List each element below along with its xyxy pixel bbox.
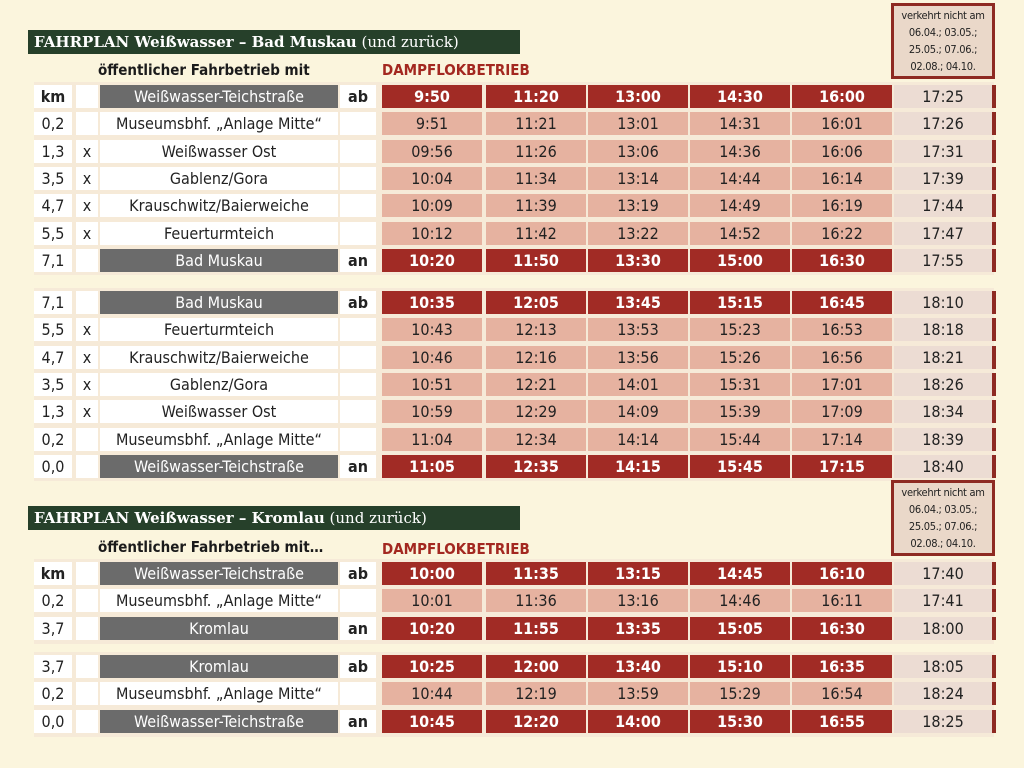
departure-time-cell: 14:46: [690, 589, 790, 612]
departure-time-cell: 10:20: [382, 617, 482, 640]
special-column-border: [992, 455, 996, 478]
request-stop-marker: [76, 589, 98, 612]
departure-time-cell: 16:22: [792, 222, 892, 245]
timetable-1-title: [28, 30, 520, 54]
timetable-row: [34, 589, 994, 612]
station-name: Krauschwitz/Baierweiche: [100, 346, 338, 369]
special-departure-time-cell: 18:05: [894, 655, 992, 678]
departure-time-cell: 15:15: [690, 291, 790, 314]
request-stop-marker: x: [76, 167, 98, 190]
special-column-border: [992, 655, 996, 678]
arrival-departure-marker: [340, 318, 376, 341]
departure-time-cell: 13:19: [588, 194, 688, 217]
request-stop-marker: x: [76, 194, 98, 217]
station-name: Krauschwitz/Baierweiche: [100, 194, 338, 217]
departure-time-cell: 14:45: [690, 562, 790, 585]
timetable-2-title-bold: FAHRPLAN Weißwasser – Kromlau: [34, 509, 325, 527]
station-name: Bad Muskau: [100, 249, 338, 272]
departure-time-cell: 10:25: [382, 655, 482, 678]
special-column-border: [992, 373, 996, 396]
notice-line: 25.05.; 07.06.;: [908, 43, 978, 56]
special-departure-time-cell: 17:40: [894, 562, 992, 585]
departure-time-cell: 14:31: [690, 112, 790, 135]
special-departure-time-cell: 18:18: [894, 318, 992, 341]
km-cell: 3,5: [34, 167, 72, 190]
notice-line: 02.08.; 04.10.: [910, 537, 976, 550]
timetable-1-outbound: [34, 82, 994, 275]
request-stop-marker: [76, 710, 98, 733]
departure-time-cell: 9:50: [382, 85, 482, 108]
departure-time-cell: 10:45: [382, 710, 482, 733]
departure-time-cell: 12:21: [486, 373, 586, 396]
km-cell: 0,2: [34, 428, 72, 451]
departure-time-cell: 12:13: [486, 318, 586, 341]
km-cell: 4,7: [34, 194, 72, 217]
departure-time-cell: 13:14: [588, 167, 688, 190]
departure-time-cell: 12:34: [486, 428, 586, 451]
request-stop-marker: [76, 291, 98, 314]
timetable-2-title-rest: (und zurück): [324, 509, 427, 527]
departure-time-cell: 13:30: [588, 249, 688, 272]
departure-time-cell: 12:35: [486, 455, 586, 478]
timetable-row: [34, 112, 994, 135]
special-departure-time-cell: 18:24: [894, 682, 992, 705]
departure-time-cell: 12:19: [486, 682, 586, 705]
departure-time-cell: 15:05: [690, 617, 790, 640]
station-name: Gablenz/Gora: [100, 167, 338, 190]
departure-time-cell: 12:29: [486, 400, 586, 423]
special-column-border: [992, 346, 996, 369]
station-name: Weißwasser-Teichstraße: [100, 562, 338, 585]
departure-time-cell: 15:00: [690, 249, 790, 272]
departure-time-cell: 13:15: [588, 562, 688, 585]
arrival-departure-marker: [340, 589, 376, 612]
special-departure-time-cell: 18:40: [894, 455, 992, 478]
departure-time-cell: 11:42: [486, 222, 586, 245]
special-column-border: [992, 400, 996, 423]
departure-time-cell: 11:35: [486, 562, 586, 585]
arrival-departure-marker: [340, 373, 376, 396]
timetable-row: [34, 428, 994, 451]
departure-time-cell: 10:43: [382, 318, 482, 341]
departure-time-cell: 11:20: [486, 85, 586, 108]
departure-time-cell: 13:35: [588, 617, 688, 640]
timetable-row: [34, 194, 994, 217]
special-departure-time-cell: 18:26: [894, 373, 992, 396]
notice-line: 25.05.; 07.06.;: [908, 520, 978, 533]
request-stop-marker: [76, 655, 98, 678]
km-cell: km: [34, 85, 72, 108]
arrival-departure-marker: an: [340, 617, 376, 640]
special-departure-time-cell: 18:39: [894, 428, 992, 451]
departure-time-cell: 16:14: [792, 167, 892, 190]
timetable-2-return: [34, 652, 994, 737]
departure-time-cell: 14:30: [690, 85, 790, 108]
special-column-border: [992, 589, 996, 612]
timetable-1-title-rest: (und zurück): [356, 33, 459, 51]
departure-time-cell: 10:04: [382, 167, 482, 190]
timetable-1-exception-notice: [891, 3, 995, 79]
station-name: Bad Muskau: [100, 291, 338, 314]
departure-time-cell: 13:59: [588, 682, 688, 705]
departure-time-cell: 11:21: [486, 112, 586, 135]
timetable-row: [34, 140, 994, 163]
station-name: Weißwasser-Teichstraße: [100, 710, 338, 733]
departure-time-cell: 16:54: [792, 682, 892, 705]
departure-time-cell: 11:50: [486, 249, 586, 272]
station-name: Weißwasser-Teichstraße: [100, 85, 338, 108]
station-name: Weißwasser Ost: [100, 400, 338, 423]
special-departure-time-cell: 17:31: [894, 140, 992, 163]
km-cell: 7,1: [34, 291, 72, 314]
special-column-border: [992, 710, 996, 733]
request-stop-marker: [76, 112, 98, 135]
timetable-2-exception-notice: [891, 480, 995, 556]
arrival-departure-marker: [340, 140, 376, 163]
km-cell: 0,2: [34, 112, 72, 135]
special-departure-time-cell: 18:00: [894, 617, 992, 640]
arrival-departure-marker: [340, 428, 376, 451]
station-name: Gablenz/Gora: [100, 373, 338, 396]
arrival-departure-marker: [340, 346, 376, 369]
timetable-row: [34, 655, 994, 678]
km-cell: 3,7: [34, 655, 72, 678]
km-cell: 7,1: [34, 249, 72, 272]
request-stop-marker: x: [76, 400, 98, 423]
km-cell: 0,2: [34, 682, 72, 705]
station-name: Museumsbhf. „Anlage Mitte“: [100, 112, 338, 135]
timetable-row: [34, 346, 994, 369]
km-cell: km: [34, 562, 72, 585]
special-column-border: [992, 249, 996, 272]
km-cell: 0,0: [34, 455, 72, 478]
departure-time-cell: 16:01: [792, 112, 892, 135]
km-cell: 4,7: [34, 346, 72, 369]
departure-time-cell: 10:44: [382, 682, 482, 705]
request-stop-marker: x: [76, 140, 98, 163]
km-cell: 0,2: [34, 589, 72, 612]
timetable-1-subtitle: öffentlicher Fahrbetrieb mit: [98, 61, 310, 79]
timetable-1-title-bold: FAHRPLAN Weißwasser – Bad Muskau: [34, 33, 357, 51]
special-departure-time-cell: 17:47: [894, 222, 992, 245]
special-column-border: [992, 140, 996, 163]
departure-time-cell: 10:46: [382, 346, 482, 369]
timetable-2-outbound: [34, 559, 994, 644]
departure-time-cell: 14:01: [588, 373, 688, 396]
departure-time-cell: 11:36: [486, 589, 586, 612]
departure-time-cell: 17:15: [792, 455, 892, 478]
departure-time-cell: 10:01: [382, 589, 482, 612]
departure-time-cell: 17:09: [792, 400, 892, 423]
timetable-row: [34, 318, 994, 341]
timetable-row: [34, 167, 994, 190]
station-name: Museumsbhf. „Anlage Mitte“: [100, 589, 338, 612]
timetable-2-title: [28, 506, 520, 530]
departure-time-cell: 15:39: [690, 400, 790, 423]
timetable-row: [34, 85, 994, 108]
special-column-border: [992, 222, 996, 245]
departure-time-cell: 16:06: [792, 140, 892, 163]
timetable-row: [34, 710, 994, 733]
km-cell: 0,0: [34, 710, 72, 733]
departure-time-cell: 17:01: [792, 373, 892, 396]
departure-time-cell: 16:11: [792, 589, 892, 612]
departure-time-cell: 13:16: [588, 589, 688, 612]
special-departure-time-cell: 18:25: [894, 710, 992, 733]
timetable-2-subtitle: öffentlicher Fahrbetrieb mit…: [98, 538, 324, 556]
special-departure-time-cell: 18:34: [894, 400, 992, 423]
km-cell: 1,3: [34, 400, 72, 423]
request-stop-marker: x: [76, 222, 98, 245]
departure-time-cell: 14:00: [588, 710, 688, 733]
special-column-border: [992, 428, 996, 451]
arrival-departure-marker: [340, 167, 376, 190]
departure-time-cell: 16:30: [792, 249, 892, 272]
departure-time-cell: 15:29: [690, 682, 790, 705]
departure-time-cell: 10:51: [382, 373, 482, 396]
departure-time-cell: 16:35: [792, 655, 892, 678]
departure-time-cell: 14:49: [690, 194, 790, 217]
special-column-border: [992, 617, 996, 640]
departure-time-cell: 14:52: [690, 222, 790, 245]
request-stop-marker: x: [76, 318, 98, 341]
departure-time-cell: 16:00: [792, 85, 892, 108]
special-column-border: [992, 682, 996, 705]
departure-time-cell: 14:44: [690, 167, 790, 190]
request-stop-marker: [76, 455, 98, 478]
special-departure-time-cell: 17:44: [894, 194, 992, 217]
departure-time-cell: 13:00: [588, 85, 688, 108]
departure-time-cell: 10:00: [382, 562, 482, 585]
departure-time-cell: 11:05: [382, 455, 482, 478]
departure-time-cell: 10:09: [382, 194, 482, 217]
station-name: Museumsbhf. „Anlage Mitte“: [100, 682, 338, 705]
station-name: Weißwasser Ost: [100, 140, 338, 163]
departure-time-cell: 15:23: [690, 318, 790, 341]
request-stop-marker: [76, 428, 98, 451]
departure-time-cell: 13:40: [588, 655, 688, 678]
departure-time-cell: 10:20: [382, 249, 482, 272]
departure-time-cell: 13:22: [588, 222, 688, 245]
departure-time-cell: 11:26: [486, 140, 586, 163]
km-cell: 5,5: [34, 318, 72, 341]
request-stop-marker: [76, 682, 98, 705]
timetable-row: [34, 455, 994, 478]
departure-time-cell: 14:15: [588, 455, 688, 478]
special-departure-time-cell: 17:55: [894, 249, 992, 272]
timetable-row: [34, 373, 994, 396]
special-column-border: [992, 318, 996, 341]
timetable-row: [34, 249, 994, 272]
arrival-departure-marker: [340, 682, 376, 705]
departure-time-cell: 17:14: [792, 428, 892, 451]
departure-time-cell: 9:51: [382, 112, 482, 135]
special-column-border: [992, 291, 996, 314]
departure-time-cell: 13:06: [588, 140, 688, 163]
departure-time-cell: 10:59: [382, 400, 482, 423]
departure-time-cell: 13:01: [588, 112, 688, 135]
departure-time-cell: 16:53: [792, 318, 892, 341]
notice-line: 06.04.; 03.05.;: [908, 26, 978, 39]
departure-time-cell: 16:55: [792, 710, 892, 733]
departure-time-cell: 11:55: [486, 617, 586, 640]
arrival-departure-marker: [340, 112, 376, 135]
timetable-row: [34, 617, 994, 640]
timetable-row: [34, 291, 994, 314]
station-name: Weißwasser-Teichstraße: [100, 455, 338, 478]
departure-time-cell: 12:00: [486, 655, 586, 678]
station-name: Feuerturmteich: [100, 222, 338, 245]
notice-line: verkehrt nicht am: [901, 9, 985, 22]
departure-time-cell: 15:44: [690, 428, 790, 451]
km-cell: 3,5: [34, 373, 72, 396]
departure-time-cell: 15:31: [690, 373, 790, 396]
notice-line: 06.04.; 03.05.;: [908, 503, 978, 516]
arrival-departure-marker: [340, 194, 376, 217]
special-column-border: [992, 112, 996, 135]
request-stop-marker: [76, 85, 98, 108]
special-column-border: [992, 562, 996, 585]
departure-time-cell: 10:35: [382, 291, 482, 314]
special-departure-time-cell: 18:21: [894, 346, 992, 369]
departure-time-cell: 16:10: [792, 562, 892, 585]
departure-time-cell: 16:56: [792, 346, 892, 369]
km-cell: 5,5: [34, 222, 72, 245]
arrival-departure-marker: ab: [340, 562, 376, 585]
departure-time-cell: 09:56: [382, 140, 482, 163]
departure-time-cell: 14:14: [588, 428, 688, 451]
departure-time-cell: 16:19: [792, 194, 892, 217]
special-departure-time-cell: 18:10: [894, 291, 992, 314]
departure-time-cell: 14:36: [690, 140, 790, 163]
departure-time-cell: 13:53: [588, 318, 688, 341]
departure-time-cell: 16:45: [792, 291, 892, 314]
special-departure-time-cell: 17:25: [894, 85, 992, 108]
station-name: Kromlau: [100, 617, 338, 640]
departure-time-cell: 11:04: [382, 428, 482, 451]
timetable-2-steam-label: DAMPFLOKBETRIEB: [382, 540, 530, 558]
timetable-1-steam-label: DAMPFLOKBETRIEB: [382, 61, 530, 79]
departure-time-cell: 10:12: [382, 222, 482, 245]
arrival-departure-marker: an: [340, 249, 376, 272]
arrival-departure-marker: ab: [340, 655, 376, 678]
station-name: Museumsbhf. „Anlage Mitte“: [100, 428, 338, 451]
notice-line: verkehrt nicht am: [901, 486, 985, 499]
special-column-border: [992, 167, 996, 190]
km-cell: 1,3: [34, 140, 72, 163]
notice-line: 02.08.; 04.10.: [910, 60, 976, 73]
km-cell: 3,7: [34, 617, 72, 640]
timetable-row: [34, 682, 994, 705]
departure-time-cell: 13:45: [588, 291, 688, 314]
departure-time-cell: 13:56: [588, 346, 688, 369]
request-stop-marker: [76, 617, 98, 640]
timetable-row: [34, 222, 994, 245]
timetable-row: [34, 562, 994, 585]
arrival-departure-marker: ab: [340, 291, 376, 314]
timetable-1-return: [34, 288, 994, 481]
arrival-departure-marker: [340, 400, 376, 423]
departure-time-cell: 12:05: [486, 291, 586, 314]
arrival-departure-marker: [340, 222, 376, 245]
departure-time-cell: 11:39: [486, 194, 586, 217]
timetable-row: [34, 400, 994, 423]
arrival-departure-marker: ab: [340, 85, 376, 108]
departure-time-cell: 15:26: [690, 346, 790, 369]
departure-time-cell: 15:45: [690, 455, 790, 478]
request-stop-marker: x: [76, 373, 98, 396]
request-stop-marker: x: [76, 346, 98, 369]
special-departure-time-cell: 17:26: [894, 112, 992, 135]
departure-time-cell: 16:30: [792, 617, 892, 640]
special-departure-time-cell: 17:39: [894, 167, 992, 190]
departure-time-cell: 15:30: [690, 710, 790, 733]
special-column-border: [992, 85, 996, 108]
station-name: Feuerturmteich: [100, 318, 338, 341]
arrival-departure-marker: an: [340, 710, 376, 733]
special-column-border: [992, 194, 996, 217]
departure-time-cell: 15:10: [690, 655, 790, 678]
departure-time-cell: 12:20: [486, 710, 586, 733]
special-departure-time-cell: 17:41: [894, 589, 992, 612]
station-name: Kromlau: [100, 655, 338, 678]
arrival-departure-marker: an: [340, 455, 376, 478]
departure-time-cell: 11:34: [486, 167, 586, 190]
departure-time-cell: 14:09: [588, 400, 688, 423]
request-stop-marker: [76, 562, 98, 585]
departure-time-cell: 12:16: [486, 346, 586, 369]
request-stop-marker: [76, 249, 98, 272]
